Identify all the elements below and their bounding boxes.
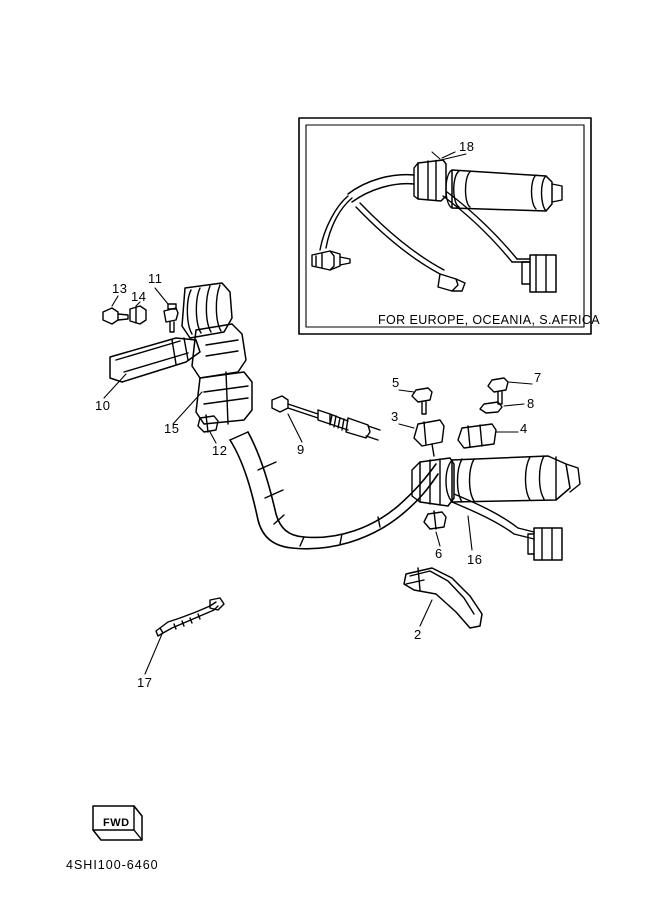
callout-16: 16 [467,552,483,567]
inset-frame [299,118,591,334]
callout-8: 8 [527,396,535,411]
callout-15: 15 [164,421,180,436]
inset-handlebar-assembly [312,152,562,292]
callout-5: 5 [392,375,400,390]
callout-11: 11 [148,271,163,286]
right-grip-assembly [412,378,580,560]
callout-4: 4 [520,421,528,436]
callout-3: 3 [391,409,399,424]
part-number: 4SHI100-6460 [66,858,159,872]
brake-lever [404,568,482,628]
callout-12: 12 [212,443,228,458]
callout-10: 10 [95,398,111,413]
callout-7: 7 [534,370,542,385]
callout-18: 18 [459,139,475,154]
callout-6: 6 [435,546,443,561]
callout-14: 14 [131,289,147,304]
fwd-label: FWD [103,817,130,829]
callout-17: 17 [137,675,153,690]
callout-2: 2 [414,627,422,642]
callout-13: 13 [112,281,128,296]
inset-caption: FOR EUROPE, OCEANIA, S.AFRICA [378,313,601,327]
clutch-lever [110,338,200,382]
cable-tie [156,598,224,636]
handlebar-tube [230,432,438,549]
pivot-bolt-and-nut [103,304,178,332]
cable-adjuster [272,396,380,440]
callout-9: 9 [297,442,305,457]
